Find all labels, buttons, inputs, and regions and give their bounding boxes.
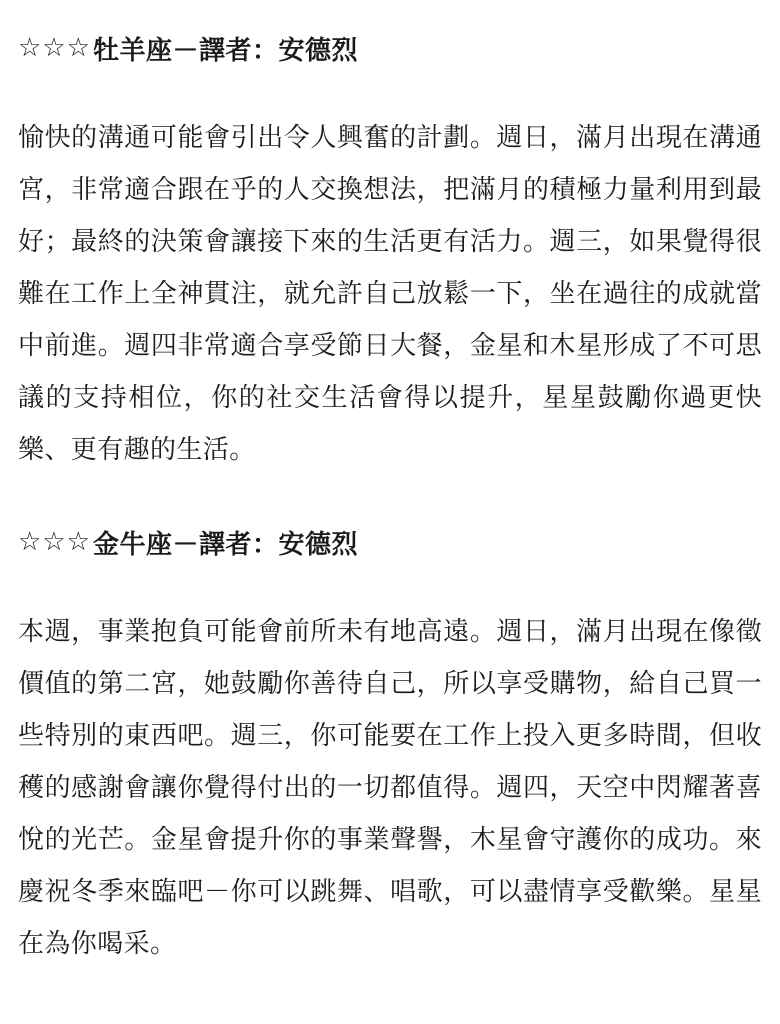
aries-section bbox=[18, 28, 762, 476]
aries-reading: 愉快的溝通可能會引出令人興奮的計劃。週日，滿月出現在溝通宮，非常適合跟在乎的人交換想法，把滿月的積極力量利用到最好；最終的決策會讓接下來的生活更有活力。週三，如果覺得很難在工作上全神貫注，就允許自己放鬆一下，坐在過往的成就當中前進。週四非常適合享受節日大餐，金星和木星形成了不可思議的支持相位，你的社交生活會得以提升，星星鼓勵你過更快樂、更有趣的生活。 bbox=[18, 123, 762, 465]
taurus-title: 金牛座－譯者：安德烈 bbox=[92, 529, 358, 560]
star-rating-icon: ☆☆☆ bbox=[18, 527, 91, 557]
aries-heading bbox=[18, 28, 762, 68]
taurus-heading bbox=[18, 522, 762, 562]
taurus-reading: 本週，事業抱負可能會前所未有地高遠。週日，滿月出現在像徵價值的第二宮，她鼓勵你善待自己，所以享受購物，給自己買一些特別的東西吧。週三，你可能要在工作上投入更多時間，但收穫的感謝會讓你覺得付出的一切都值得。週四，天空中閃耀著喜悅的光芒。金星會提升你的事業聲譽，木星會守護你的成功。來慶祝冬季來臨吧－你可以跳舞、唱歌，可以盡情享受歡樂。星星在為你喝采。 bbox=[18, 617, 762, 959]
star-rating-icon: ☆☆☆ bbox=[18, 33, 91, 63]
taurus-section bbox=[18, 522, 762, 970]
aries-title: 牡羊座－譯者：安德烈 bbox=[92, 35, 358, 66]
